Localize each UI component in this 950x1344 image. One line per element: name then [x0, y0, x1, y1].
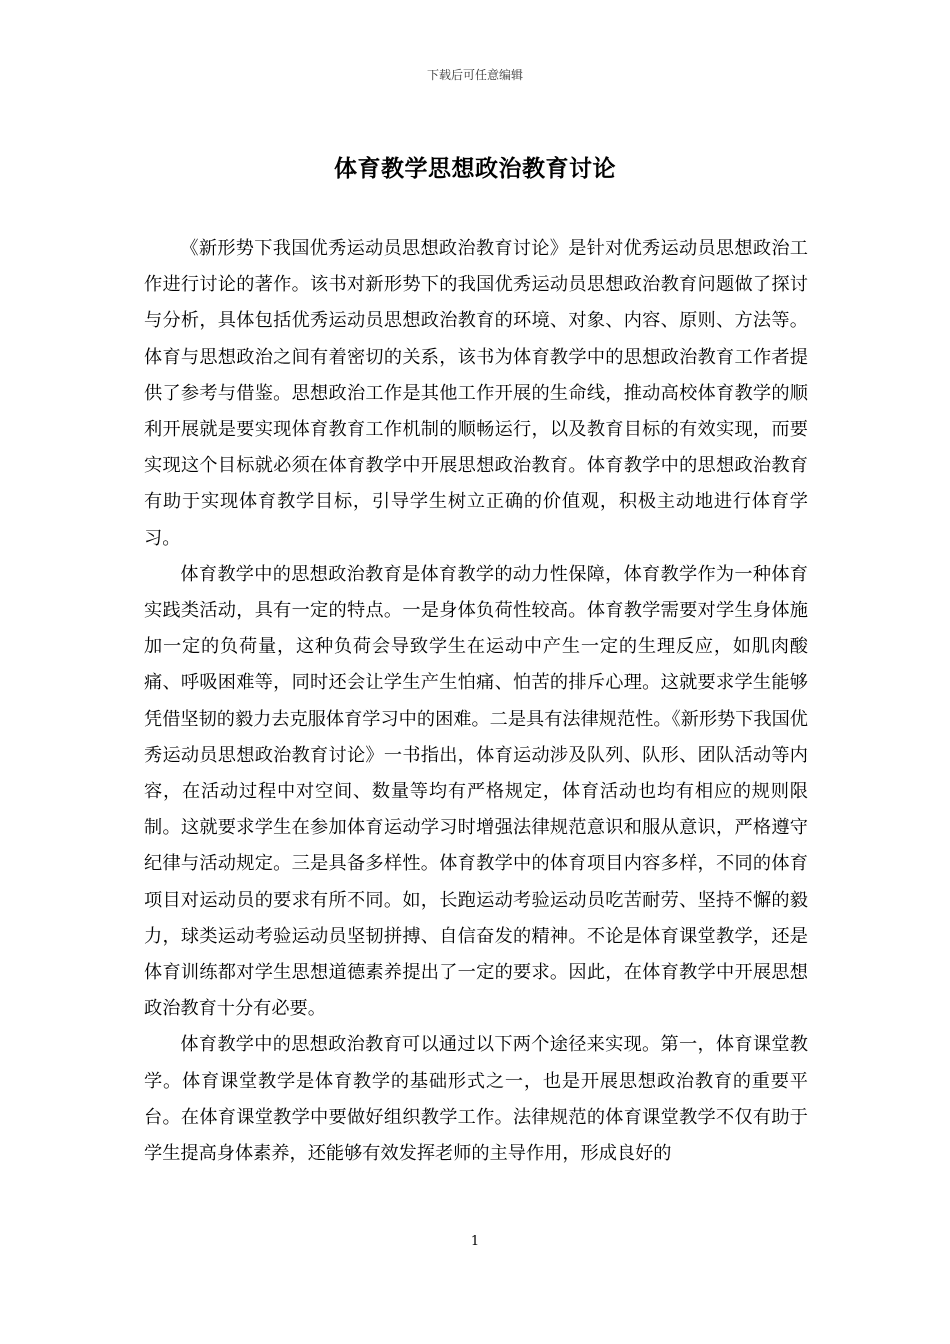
document-title: 体育教学思想政治教育讨论 [334, 155, 616, 182]
paragraph-1: 《新形势下我国优秀运动员思想政治教育讨论》是针对优秀运动员思想政治工作进行讨论的著作。该书对新形势下的我国优秀运动员思想政治教育问题做了探讨与分析，具体包括优秀运动员思想政治教育的环境、对象、内容、原则、方法等。体育与思想政治之间有着密切的关系，该书为体育教学中的思想政治教育工作者提供了参考与借鉴。思想政治工作是其他工作开展的生命线，推动高校体育教学的顺利开展就是要实现体育教育工作机制的顺畅运行，以及教育目标的有效实现，而要实现这个目标就必须在体育教学中开展思想政治教育。体育教学中的思想政治教育有助于实现体育教学目标，引导学生树立正确的价值观，积极主动地进行体育学习。 [144, 238, 808, 549]
page-number: 1 [470, 1234, 480, 1249]
paragraph-3: 体育教学中的思想政治教育可以通过以下两个途径来实现。第一，体育课堂教学。体育课堂教学是体育教学的基础形式之一，也是开展思想政治教育的重要平台。在体育课堂教学中要做好组织教学工作。法律规范的体育课堂教学不仅有助于学生提高身体素养，还能够有效发挥老师的主导作用，形成良好的 [144, 1034, 808, 1165]
header-note: 下载后可任意编辑 [426, 68, 523, 82]
paragraph-2: 体育教学中的思想政治教育是体育教学的动力性保障，体育教学作为一种体育实践类活动，具有一定的特点。一是身体负荷性较高。体育教学需要对学生身体施加一定的负荷量，这种负荷会导致学生在运动中产生一定的生理反应，如肌肉酸痛、呼吸困难等，同时还会让学生产生怕痛、怕苦的排斥心理。这就要求学生能够凭借坚韧的毅力去克服体育学习中的困难。二是具有法律规范性。《新形势下我国优秀运动员思想政治教育讨论》一书指出，体育运动涉及队列、队形、团队活动等内容，在活动过程中对空间、数量等均有严格规定，体育活动也均有相应的规则限制。这就要求学生在参加体育运动学习时增强法律规范意识和服从意识，严格遵守纪律与活动规定。三是具备多样性。体育教学中的体育项目内容多样，不同的体育项目对运动员的要求有所不同。如，长跑运动考验运动员吃苦耐劳、坚持不懈的毅力，球类运动考验运动员坚韧拼搏、自信奋发的精神。不论是体育课堂教学，还是体育训练都对学生思想道德素养提出了一定的要求。因此，在体育教学中开展思想政治教育十分有必要。 [144, 563, 808, 1020]
document-body [144, 231, 808, 1172]
